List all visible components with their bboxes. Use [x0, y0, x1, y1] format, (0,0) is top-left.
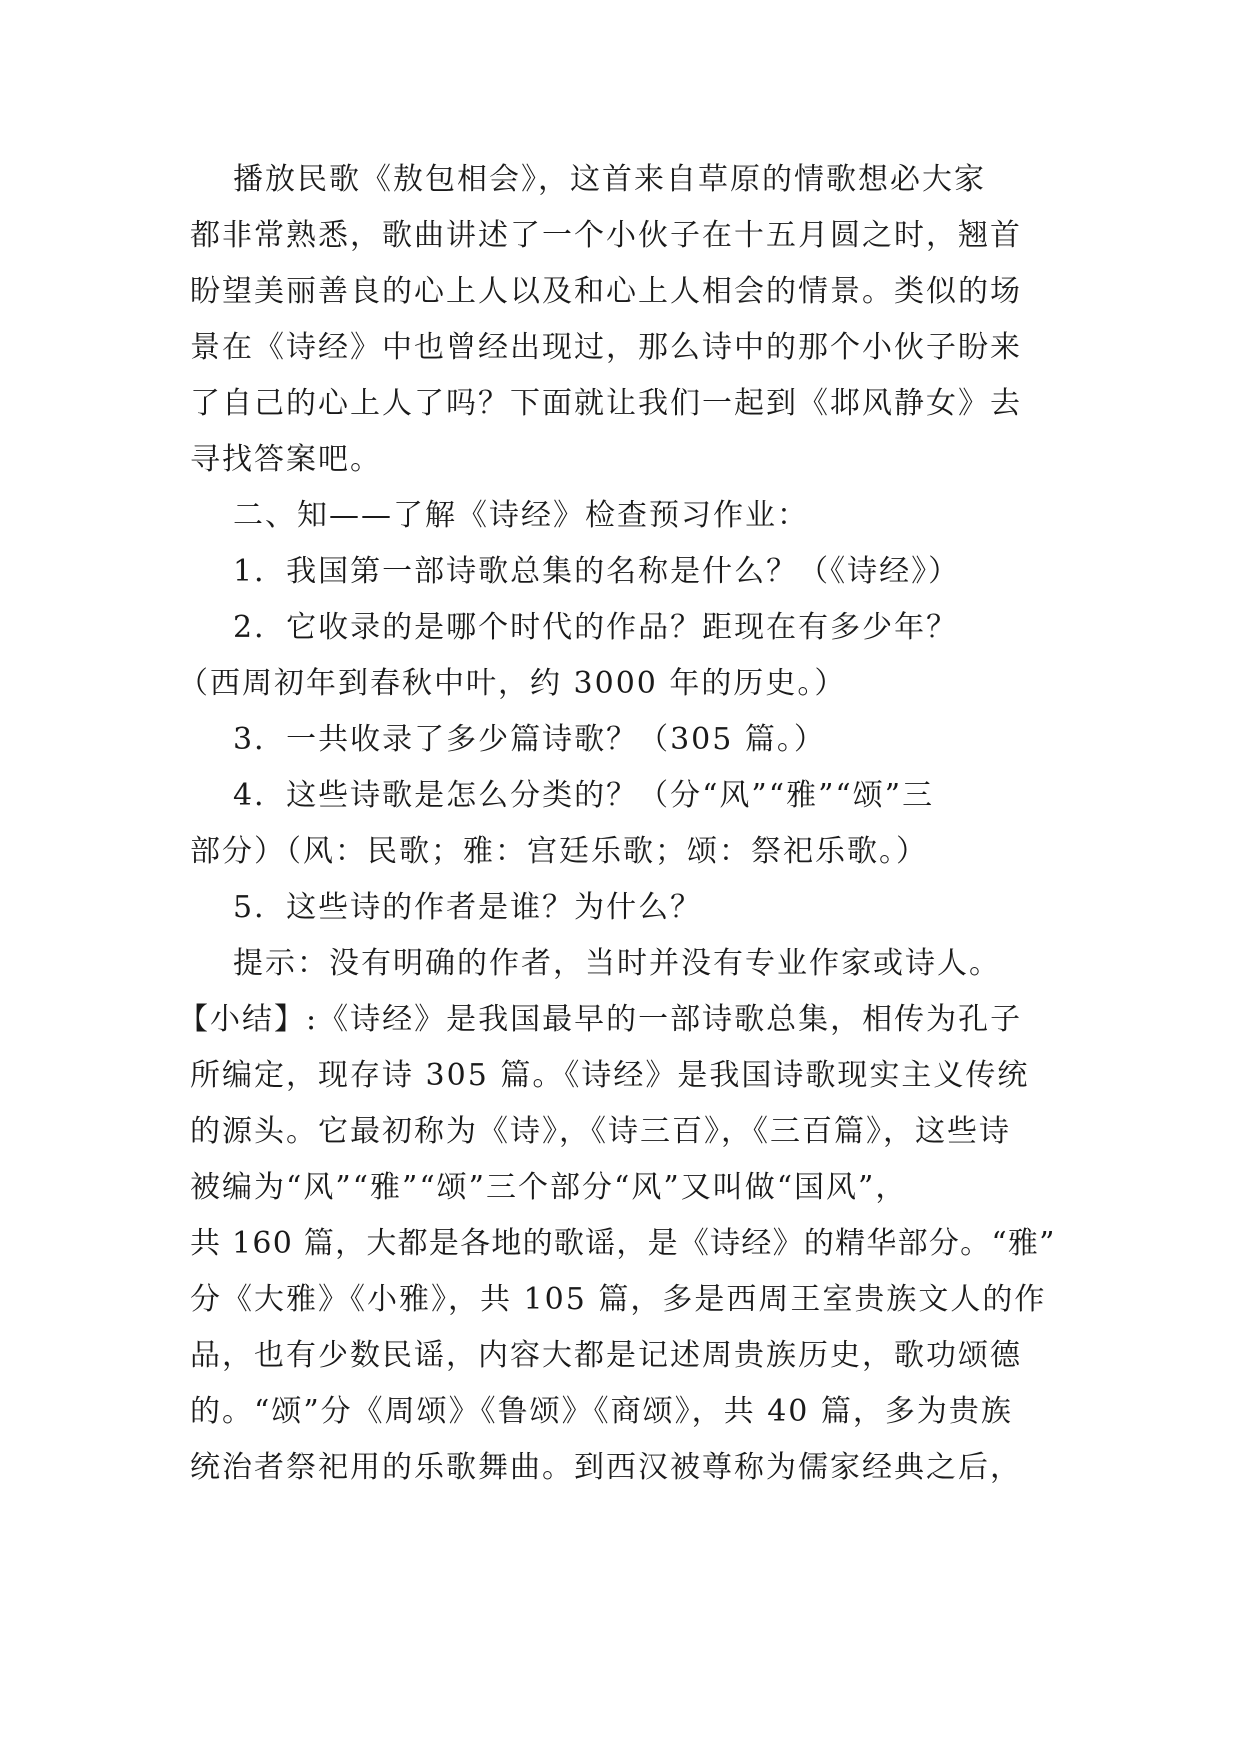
summary-line-9: 统治者祭祀用的乐歌舞曲。到西汉被尊称为儒家经典之后，: [190, 1450, 1022, 1485]
question-4-line-1: 4．这些诗歌是怎么分类的？（分“风”“雅”“颂”三: [233, 778, 935, 813]
question-4-line-2: 部分）（风：民歌；雅：宫廷乐歌；颂：祭祀乐歌。）: [190, 834, 928, 869]
intro-line-4: 景在《诗经》中也曾经出现过，那么诗中的那个小伙子盼来: [190, 330, 1022, 365]
question-1: 1．我国第一部诗歌总集的名称是什么？（《诗经》）: [233, 554, 961, 589]
question-2-line-2: （西周初年到春秋中叶，约 3000 年的历史。）: [178, 666, 847, 701]
question-5: 5．这些诗的作者是谁？为什么？: [233, 890, 703, 925]
question-2-line-1: 2．它收录的是哪个时代的作品？距现在有多少年？: [233, 610, 959, 645]
summary-line-3: 的源头。它最初称为《诗》，《诗三百》，《三百篇》，这些诗: [190, 1114, 1011, 1149]
intro-line-2: 都非常熟悉，歌曲讲述了一个小伙子在十五月圆之时，翘首: [190, 218, 1022, 253]
section-heading: 二、知——了解《诗经》检查预习作业：: [233, 498, 809, 533]
summary-line-8: 的。“颂”分《周颂》《鲁颂》《商颂》，共 40 篇，多为贵族: [190, 1394, 1013, 1429]
intro-line-6: 寻找答案吧。: [190, 442, 382, 477]
summary-first-line: [178, 1000, 1022, 1040]
intro-line-5: 了自己的心上人了吗？下面就让我们一起到《邶风静女》去: [190, 386, 1022, 421]
summary-label: 【小结】: [178, 1002, 306, 1037]
intro-line-1: 播放民歌《敖包相会》，这首来自草原的情歌想必大家: [233, 162, 986, 197]
summary-line-2: 所编定，现存诗 305 篇。《诗经》是我国诗歌现实主义传统: [190, 1058, 1030, 1093]
hint-text: 提示：没有明确的作者，当时并没有专业作家或诗人。: [233, 946, 1001, 981]
question-3: 3．一共收录了多少篇诗歌？（305 篇。）: [233, 722, 826, 757]
summary-line-1: :《诗经》是我国最早的一部诗歌总集，相传为孔子: [306, 1002, 1023, 1037]
intro-line-3: 盼望美丽善良的心上人以及和心上人相会的情景。类似的场: [190, 274, 1022, 309]
summary-line-4: 被编为“风”“雅”“颂”三个部分“风”又叫做“国风”，: [190, 1170, 908, 1205]
summary-line-7: 品，也有少数民谣，内容大都是记述周贵族历史，歌功颂德: [190, 1338, 1022, 1373]
summary-line-6: 分《大雅》《小雅》，共 105 篇，多是西周王室贵族文人的作: [190, 1282, 1047, 1317]
summary-line-5: 共 160 篇，大都是各地的歌谣，是《诗经》的精华部分。“雅”: [190, 1226, 1056, 1261]
